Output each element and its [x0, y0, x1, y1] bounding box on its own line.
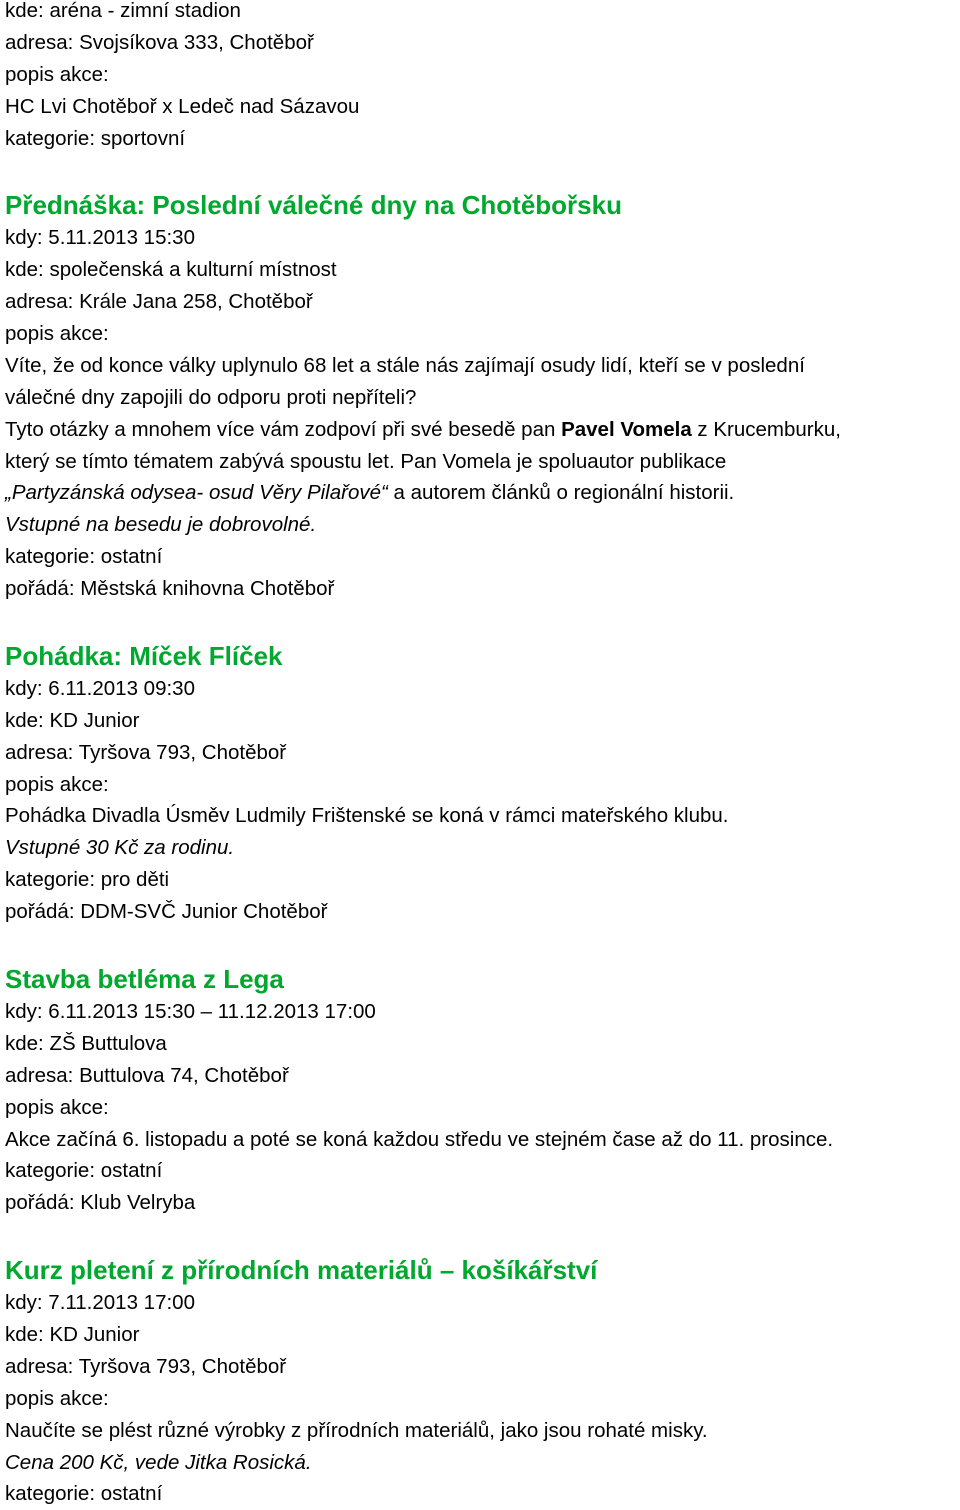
event-description-line: válečné dny zapojili do odporu proti nepříteli?: [5, 385, 417, 409]
event-description-label: popis akce:: [5, 1095, 109, 1119]
event-organizer: pořádá: Městská knihovna Chotěboř: [5, 577, 335, 601]
publication-title: „Partyzánská odysea- osud Věry Pilařové“: [5, 481, 388, 505]
event-description-line: [5, 477, 957, 509]
event-description-line: Víte, že od konce války uplynulo 68 let a stále nás zajímají osudy lidí, kteří se v poslední: [5, 353, 805, 377]
event-category: kategorie: pro děti: [5, 868, 170, 892]
event-description-label: popis akce:: [5, 1386, 109, 1410]
event-category: kategorie: ostatní: [5, 545, 163, 569]
event-title: Kurz pletení z přírodních materiálů – košíkářství: [5, 1255, 598, 1286]
event-category: kategorie: sportovní: [5, 126, 186, 150]
event-title: Stavba betléma z Lega: [5, 964, 284, 995]
event-address: adresa: Tyršova 793, Chotěboř: [5, 1354, 287, 1378]
event-place: kde: KD Junior: [5, 1322, 140, 1346]
event-when: kdy: 7.11.2013 17:00: [5, 1291, 195, 1315]
event-admission: Vstupné 30 Kč za rodinu.: [5, 836, 235, 860]
event-description-line: Akce začíná 6. listopadu a poté se koná každou středu ve stejném čase až do 11. prosince.: [5, 1127, 834, 1151]
text-run: a autorem článků o regionální historii.: [387, 481, 735, 505]
event-category: kategorie: ostatní: [5, 1482, 163, 1506]
event-listing: [5, 0, 957, 1510]
event-description-line: [5, 414, 957, 446]
event-address: adresa: Svojsíkova 333, Chotěboř: [5, 30, 314, 54]
event-when: kdy: 6.11.2013 09:30: [5, 676, 195, 700]
spacer: [5, 1219, 957, 1253]
event-description-line: Pohádka Divadla Úsměv Ludmily Frištenské se koná v rámci mateřského klubu.: [5, 804, 729, 828]
event-title: Přednáška: Poslední válečné dny na Chotěbořsku: [5, 190, 622, 221]
event-admission: Vstupné na besedu je dobrovolné.: [5, 513, 317, 537]
event-fairytale: [5, 641, 957, 928]
event-description: HC Lvi Chotěboř x Ledeč nad Sázavou: [5, 94, 360, 118]
event-address: adresa: Tyršova 793, Chotěboř: [5, 740, 287, 764]
event-price: Cena 200 Kč, vede Jitka Rosická.: [5, 1450, 312, 1474]
event-organizer: pořádá: Klub Velryba: [5, 1191, 196, 1215]
event-address: adresa: Buttulova 74, Chotěboř: [5, 1063, 289, 1087]
event-when: kdy: 5.11.2013 15:30: [5, 226, 195, 250]
event-title: Pohádka: Míček Flíček: [5, 641, 283, 672]
event-address: adresa: Krále Jana 258, Chotěboř: [5, 290, 313, 314]
speaker-name: Pavel Vomela: [561, 417, 692, 441]
event-description-label: popis akce:: [5, 772, 109, 796]
event-basketry-course: [5, 1255, 957, 1510]
event-description-line: který se tímto tématem zabývá spoustu let. Pan Vomela je spoluautor publikace: [5, 449, 727, 473]
event-place: kde: aréna - zimní stadion: [5, 0, 241, 22]
text-run: Tyto otázky a mnohem více vám zodpoví při své besedě pan: [5, 417, 562, 441]
text-run: z Krucemburku,: [691, 417, 841, 441]
event-place: kde: společenská a kulturní místnost: [5, 258, 337, 282]
event-description-label: popis akce:: [5, 62, 109, 86]
event-place: kde: ZŠ Buttulova: [5, 1031, 167, 1055]
event-place: kde: KD Junior: [5, 708, 140, 732]
event-lecture: [5, 190, 957, 605]
event-lego-nativity: [5, 964, 957, 1219]
spacer: [5, 605, 957, 639]
event-description-label: popis akce:: [5, 322, 109, 346]
event-category: kategorie: ostatní: [5, 1159, 163, 1183]
spacer: [5, 928, 957, 962]
event-when: kdy: 6.11.2013 15:30 – 11.12.2013 17:00: [5, 999, 376, 1023]
event-description-line: Naučíte se plést různé výrobky z přírodních materiálů, jako jsou rohaté misky.: [5, 1418, 708, 1442]
event-organizer: pořádá: DDM-SVČ Junior Chotěboř: [5, 900, 328, 924]
spacer: [5, 154, 957, 188]
event-hockey: [5, 0, 957, 154]
